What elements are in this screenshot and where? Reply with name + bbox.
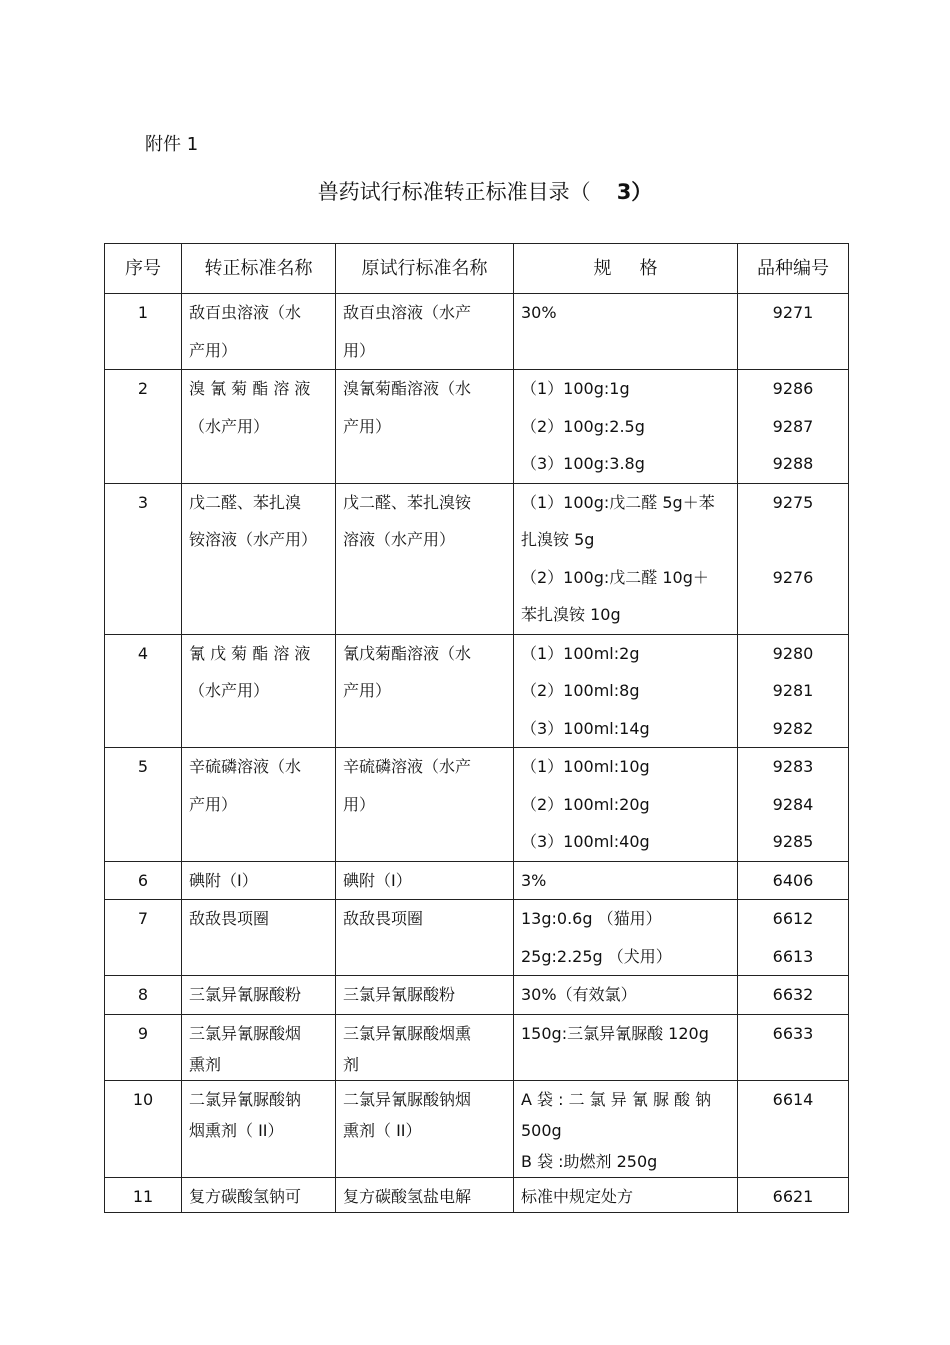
spec-line: （1）100ml:10g xyxy=(521,757,650,776)
code-value: 9283 xyxy=(772,757,814,776)
old-name-line: 复方碳酸氢盐电解 xyxy=(343,1186,472,1206)
spec-line: 150g:三氯异氰脲酸 120g xyxy=(521,1023,709,1043)
new-name-line: 三氯异氰脲酸粉 xyxy=(189,985,302,1004)
cell-code xyxy=(738,1014,849,1080)
code-value: 6612 xyxy=(772,909,814,928)
cell-code xyxy=(738,1177,849,1212)
spec-line: （2）100g:2.5g xyxy=(521,416,645,436)
new-name-line: 氰 戊 菊 酯 溶 液 xyxy=(189,643,311,663)
cell-new-name xyxy=(182,900,336,976)
header-code: 品种编号 xyxy=(738,244,849,294)
cell-spec xyxy=(514,634,738,748)
cell-seq xyxy=(105,370,182,484)
cell-old-name xyxy=(336,748,514,862)
seq-value: 2 xyxy=(137,379,149,398)
cell-old-name xyxy=(336,483,514,634)
spec-line: （3）100g:3.8g xyxy=(521,454,645,473)
code-value: 9275 xyxy=(772,492,814,512)
old-name-line: 用） xyxy=(343,794,376,814)
spec-line: 500g xyxy=(521,1120,562,1140)
cell-seq xyxy=(105,634,182,748)
cell-code xyxy=(738,634,849,748)
header-spec: 规格 xyxy=(514,244,738,294)
cell-spec xyxy=(514,370,738,484)
title-number: 3） xyxy=(616,180,653,204)
table-row xyxy=(105,1177,849,1212)
old-name-line: 二氯异氰脲酸钠烟 xyxy=(343,1089,472,1109)
cell-spec xyxy=(514,294,738,370)
cell-new-name xyxy=(182,861,336,900)
cell-code xyxy=(738,483,849,634)
cell-old-name xyxy=(336,1177,514,1212)
header-old-name: 原试行标准名称 xyxy=(336,244,514,294)
old-name-line: 产用） xyxy=(343,681,392,700)
standards-table xyxy=(104,243,849,1213)
code-value: 9281 xyxy=(772,681,814,700)
new-name-line: 敌百虫溶液（水 xyxy=(189,303,302,322)
table-row xyxy=(105,483,849,634)
code-value: 6621 xyxy=(772,1186,814,1206)
cell-old-name xyxy=(336,976,514,1015)
spec-line: 13g:0.6g （猫用） xyxy=(521,909,662,928)
spec-line: 扎溴铵 5g xyxy=(521,530,595,549)
cell-old-name xyxy=(336,1080,514,1177)
cell-spec xyxy=(514,1177,738,1212)
old-name-line: 三氯异氰脲酸粉 xyxy=(343,985,456,1004)
cell-seq xyxy=(105,900,182,976)
cell-code xyxy=(738,748,849,862)
code-value: 6614 xyxy=(772,1089,814,1109)
spec-line: （1）100g:1g xyxy=(521,379,630,398)
code-value: 9288 xyxy=(772,454,814,473)
cell-old-name xyxy=(336,861,514,900)
cell-seq xyxy=(105,1014,182,1080)
table-row xyxy=(105,861,849,900)
new-name-line: 产用） xyxy=(189,340,238,360)
cell-seq xyxy=(105,1177,182,1212)
spec-line: （1）100ml:2g xyxy=(521,643,640,663)
code-value: 9280 xyxy=(772,643,814,663)
table-row xyxy=(105,1014,849,1080)
new-name-line: 辛硫磷溶液（水 xyxy=(189,757,302,776)
code-value: 6406 xyxy=(772,870,814,890)
cell-code xyxy=(738,900,849,976)
cell-seq xyxy=(105,483,182,634)
cell-old-name xyxy=(336,370,514,484)
cell-code xyxy=(738,1080,849,1177)
cell-code xyxy=(738,294,849,370)
cell-code xyxy=(738,976,849,1015)
cell-spec xyxy=(514,1014,738,1080)
code-value: 9287 xyxy=(772,416,814,436)
cell-new-name xyxy=(182,634,336,748)
old-name-line: 熏剂（ II） xyxy=(343,1120,422,1140)
spec-line: 苯扎溴铵 10g xyxy=(521,605,621,624)
spec-line: （3）100ml:14g xyxy=(521,718,650,738)
seq-value: 1 xyxy=(137,303,149,322)
table-body xyxy=(105,294,849,1213)
cell-seq xyxy=(105,294,182,370)
cell-spec xyxy=(514,1080,738,1177)
cell-spec xyxy=(514,861,738,900)
cell-new-name xyxy=(182,294,336,370)
new-name-line: 烟熏剂（ II） xyxy=(189,1120,284,1140)
seq-value: 3 xyxy=(137,492,149,512)
code-value: 9276 xyxy=(772,567,814,587)
cell-new-name xyxy=(182,1080,336,1177)
seq-value: 5 xyxy=(137,757,149,776)
old-name-line: 戊二醛、苯扎溴铵 xyxy=(343,492,472,512)
spec-line: （1）100g:戊二醛 5g＋苯 xyxy=(521,492,715,512)
cell-old-name xyxy=(336,1014,514,1080)
cell-seq xyxy=(105,861,182,900)
cell-spec xyxy=(514,976,738,1015)
cell-old-name xyxy=(336,294,514,370)
new-name-line: 碘附（Ⅰ） xyxy=(189,870,258,890)
spec-line: 3% xyxy=(521,870,547,890)
old-name-line: 剂 xyxy=(343,1054,360,1074)
old-name-line: 溴氰菊酯溶液（水 xyxy=(343,379,472,398)
cell-old-name xyxy=(336,900,514,976)
page-title xyxy=(0,176,950,206)
new-name-line: 铵溶液（水产用） xyxy=(189,530,318,549)
old-name-line: 三氯异氰脲酸烟熏 xyxy=(343,1023,472,1043)
cell-spec xyxy=(514,900,738,976)
code-value: 6632 xyxy=(772,985,814,1004)
spec-line: A 袋 : 二 氯 异 氰 脲 酸 钠 xyxy=(521,1089,712,1109)
table-row xyxy=(105,900,849,976)
spec-line: （2）100g:戊二醛 10g＋ xyxy=(521,567,709,587)
code-value xyxy=(745,521,841,559)
table-row xyxy=(105,294,849,370)
spec-line: 30% xyxy=(521,303,557,322)
cell-new-name xyxy=(182,483,336,634)
cell-seq xyxy=(105,748,182,862)
code-value: 6613 xyxy=(772,946,814,966)
cell-new-name xyxy=(182,976,336,1015)
seq-value: 11 xyxy=(132,1186,154,1206)
old-name-line: 敌敌畏项圈 xyxy=(343,909,424,928)
old-name-line: 敌百虫溶液（水产 xyxy=(343,303,472,322)
code-value: 9284 xyxy=(772,794,814,814)
seq-value: 7 xyxy=(137,909,149,928)
cell-new-name xyxy=(182,1177,336,1212)
spec-line: （2）100ml:8g xyxy=(521,681,640,700)
spec-line: 25g:2.25g （犬用） xyxy=(521,946,672,966)
seq-value: 8 xyxy=(137,985,149,1004)
code-value: 6633 xyxy=(772,1023,814,1043)
cell-seq xyxy=(105,976,182,1015)
spec-line: （2）100ml:20g xyxy=(521,794,650,814)
new-name-line: 产用） xyxy=(189,794,238,814)
cell-spec xyxy=(514,483,738,634)
attachment-label: 附件 1 xyxy=(145,134,199,155)
code-value: 9282 xyxy=(772,718,814,738)
old-name-line: 氰戊菊酯溶液（水 xyxy=(343,643,472,663)
cell-code xyxy=(738,370,849,484)
title-text: 兽药试行标准转正标准目录（ xyxy=(317,180,591,204)
old-name-line: 碘附（Ⅰ） xyxy=(343,870,412,890)
table-row xyxy=(105,370,849,484)
old-name-line: 用） xyxy=(343,340,376,360)
header-seq: 序号 xyxy=(105,244,182,294)
new-name-line: 熏剂 xyxy=(189,1054,222,1074)
new-name-line: 三氯异氰脲酸烟 xyxy=(189,1023,302,1043)
new-name-line: （水产用） xyxy=(189,416,270,436)
header-new-name: 转正标准名称 xyxy=(182,244,336,294)
new-name-line: 戊二醛、苯扎溴 xyxy=(189,492,302,512)
spec-line: 30%（有效氯） xyxy=(521,985,637,1004)
new-name-line: （水产用） xyxy=(189,681,270,700)
cell-new-name xyxy=(182,1014,336,1080)
table-row xyxy=(105,634,849,748)
table-row xyxy=(105,748,849,862)
code-value: 9286 xyxy=(772,379,814,398)
spec-line: （3）100ml:40g xyxy=(521,832,650,851)
new-name-line: 溴 氰 菊 酯 溶 液 xyxy=(189,379,311,398)
seq-value: 4 xyxy=(137,643,149,663)
table-row xyxy=(105,976,849,1015)
code-value: 9285 xyxy=(772,832,814,851)
old-name-line: 辛硫磷溶液（水产 xyxy=(343,757,472,776)
cell-new-name xyxy=(182,370,336,484)
spec-line: B 袋 :助燃剂 250g xyxy=(521,1151,658,1171)
new-name-line: 复方碳酸氢钠可 xyxy=(189,1186,302,1206)
old-name-line: 产用） xyxy=(343,416,392,436)
seq-value: 10 xyxy=(132,1089,154,1109)
cell-new-name xyxy=(182,748,336,862)
spec-line: 标准中规定处方 xyxy=(521,1186,634,1206)
cell-seq xyxy=(105,1080,182,1177)
cell-spec xyxy=(514,748,738,862)
old-name-line: 溶液（水产用） xyxy=(343,530,456,549)
new-name-line: 敌敌畏项圈 xyxy=(189,909,270,928)
code-value xyxy=(745,596,841,634)
table-header-row xyxy=(105,244,849,294)
seq-value: 9 xyxy=(137,1023,149,1043)
cell-code xyxy=(738,861,849,900)
cell-old-name xyxy=(336,634,514,748)
new-name-line: 二氯异氰脲酸钠 xyxy=(189,1089,302,1109)
seq-value: 6 xyxy=(137,870,149,890)
table-row xyxy=(105,1080,849,1177)
code-value: 9271 xyxy=(772,303,814,322)
